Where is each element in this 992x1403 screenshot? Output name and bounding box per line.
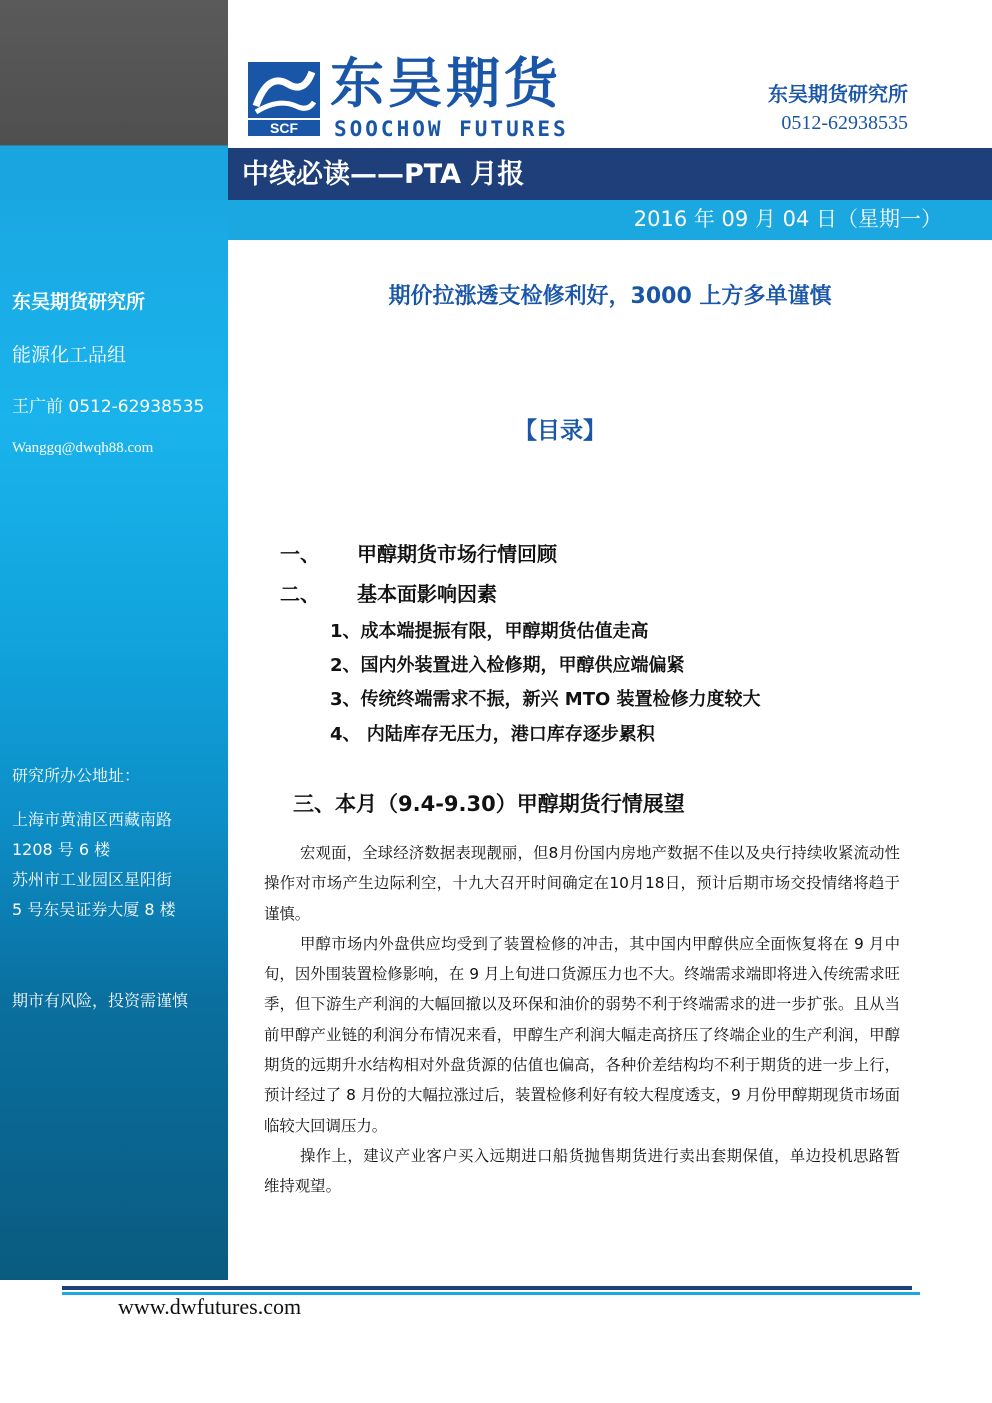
scf-logo-icon [248, 62, 320, 136]
toc-subitem[interactable]: 2、国内外装置进入检修期，甲醇供应端偏紧 [330, 655, 685, 676]
sidebar-org: 东吴期货研究所 [12, 291, 146, 313]
paragraph: 宏观面，全球经济数据表现靓丽，但8月份国内房地产数据不佳以及央行持续收紧流动性操作对市场产生边际利空，十九大召开时间确定在10月18日，预计后期市场交投情绪将趋于谨慎。 [264, 844, 900, 923]
toc-item-number: 一、 [280, 542, 320, 566]
brand-name-cn: 东吴期货 [330, 52, 562, 115]
paragraph: 甲醇市场内外盘供应均受到了装置检修的冲击，其中国内甲醇供应全面恢复将在 9 月中旬，因外围装置检修影响，在 9 月上旬进口货源压力也不大。终端需求端即将进入传统需求旺季，但下游生产利润的大幅回撤以及环保和油价的弱势不利于终端需求的进一步扩张。且从当前甲醇产业链的利润分布情况来看，甲醇生产利润大幅走高挤压了终端企业的生产利润，甲醇期货的远期升水结构相对外盘货源的估值也偏高，各种价差结构均不利于期货的进一步上行，预计经过了 8 月份的大幅拉涨过后，装置检修利好有较大程度透支，9 月份甲醇期现货市场面临较大回调压力。 [264, 934, 900, 1135]
toc-subitem[interactable]: 3、传统终端需求不振，新兴 MTO 装置检修力度较大 [330, 689, 761, 710]
title-band-left [0, 148, 228, 200]
sidebar-contact: 王广前 0512-62938535 [12, 397, 205, 417]
sidebar-risk-notice: 期市有风险，投资需谨慎 [12, 991, 189, 1010]
sidebar-address-label: 研究所办公地址： [12, 766, 141, 785]
footer-url[interactable]: www.dwfutures.com [118, 1294, 302, 1319]
toc-item-label: 甲醇期货市场行情回顾 [356, 542, 557, 566]
logo-text: SCF [270, 120, 298, 136]
sidebar-group: 能源化工品组 [12, 344, 127, 366]
sidebar-address [12, 805, 176, 925]
toc-item-number: 二、 [280, 582, 320, 606]
sidebar-email[interactable]: Wanggq@dwqh88.com [12, 440, 154, 456]
toc-title: 【目录】 [514, 418, 606, 444]
report-title: 中线必读——PTA 月报 [242, 159, 525, 190]
header-institute: 东吴期货研究所 [768, 82, 908, 106]
toc-item[interactable] [280, 578, 497, 607]
report-headline: 期价拉涨透支检修利好，3000 上方多单谨慎 [388, 284, 832, 309]
address-line: 苏州市工业园区星阳街 [12, 870, 173, 889]
brand-name-en: SOOCHOW FUTURES [334, 117, 569, 141]
section-title: 三、本月（9.4-9.30）甲醇期货行情展望 [293, 792, 685, 816]
address-line: 上海市黄浦区西藏南路 [12, 810, 173, 829]
address-line: 1208 号 6 楼 [12, 840, 111, 859]
address-line: 5 号东吴证券大厦 8 楼 [12, 900, 176, 919]
paragraph: 操作上，建议产业客户买入远期进口船货抛售期货进行卖出套期保值，单边投机思路暂维持观望。 [264, 1146, 900, 1196]
footer-rule [62, 1286, 912, 1290]
toc-item-label: 基本面影响因素 [356, 582, 497, 606]
report-date: 2016 年 09 月 04 日（星期一） [633, 207, 942, 231]
header-phone: 0512-62938535 [781, 112, 908, 134]
section-body [264, 838, 900, 1202]
toc-item[interactable] [280, 538, 557, 567]
toc-subitem[interactable]: 1、成本端提振有限，甲醇期货估值走高 [330, 621, 649, 642]
toc-subitem[interactable]: 4、 内陆库存无压力，港口库存逐步累积 [330, 724, 655, 745]
